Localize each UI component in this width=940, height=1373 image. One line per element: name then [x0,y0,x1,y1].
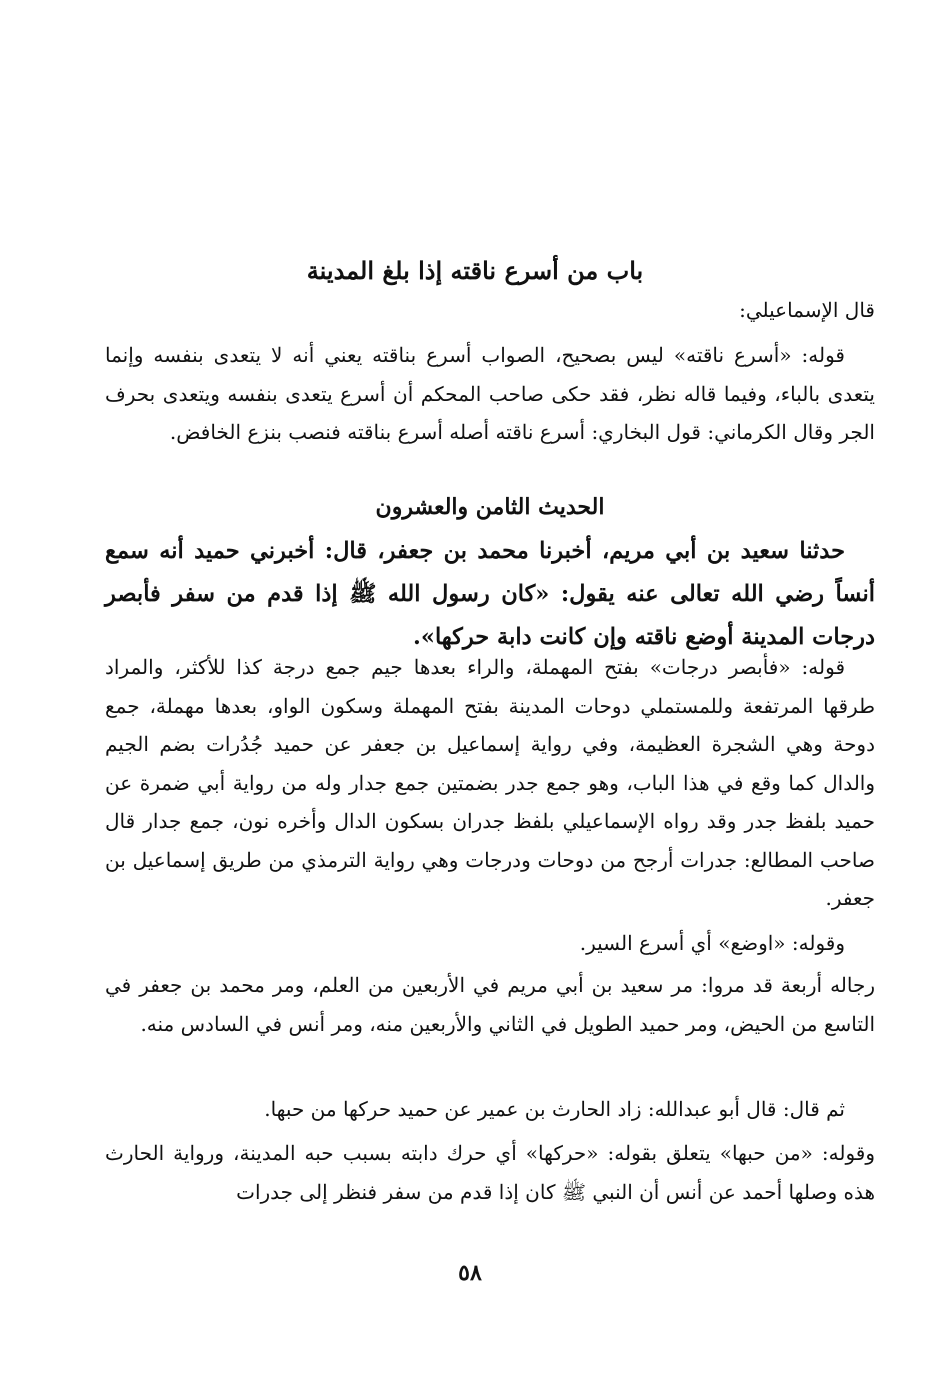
commentary-paragraph-3: وقوله: «اوضع» أي أسرع السير. [579,931,845,955]
section-heading: الحديث الثامن والعشرون [375,494,605,520]
hadith-text: حدثنا سعيد بن أبي مريم، أخبرنا محمد بن جعفر، قال: أخبرني حميد أنه سمع أنساً رضي الله تعالى عنه يقول: «كان رسول الله ﷺ إذا قدم من سفر فأبصر درجات المدينة أوضع ناقته وإن كانت دابة حركها». [105,538,875,650]
intro-line: قال الإسماعيلي: [739,298,875,322]
commentary-paragraph-6: وقوله: «من حبها» يتعلق بقوله: «حركها» أي حرك دابته بسبب حبه المدينة، ورواية الحارث هذه وصلها أحمد عن أنس أن النبي ﷺ كان إذا قدم من سفر فنظر إلى جدرات [105,1141,875,1204]
page-number: ٥٨ [458,1260,482,1286]
commentary-paragraph-5: ثم قال: قال أبو عبدالله: زاد الحارث بن عمير عن حميد حركها من حبها. [264,1097,845,1121]
commentary-paragraph-1: قوله: «أسرع ناقته» ليس بصحيح، الصواب أسرع بناقته يعني أنه لا يتعدى بنفسه وإنما يتعدى بالباء، وفيما قاله نظر، فقد حكى صاحب المحكم أن أسرع يتعدى بنفسه ويتعدى بحرف الجر وقال الكرماني: قول البخاري: أسرع ناقته أصله أسرع بناقته فنصب بنزع الخافض. [105,343,875,444]
chapter-title: باب من أسرع ناقته إذا بلغ المدينة [306,256,644,285]
narrators-paragraph: رجاله أربعة قد مروا: مر سعيد بن أبي مريم في الأربعين من العلم، ومر محمد بن جعفر في التاسع من الحيض، ومر حميد الطويل في الثاني والأربعين منه، ومر أنس في السادس منه. [105,973,875,1036]
commentary-paragraph-2: قوله: «فأبصر درجات» بفتح المهملة، والراء بعدها جيم جمع درجة كذا للأكثر، والمراد طرقها المرتفعة وللمستملي دوحات المدينة بفتح المهملة وسكون الواو، بعدها مهملة، جمع دوحة وهي الشجرة العظيمة، وفي رواية إسماعيل بن جعفر عن حميد جُدُرات بضم الجيم والدال كما وقع في هذا الباب، وهو جمع جدر بضمتين جمع جدار وله من رواية أبي ضمرة عن حميد بلفظ جدر وقد رواه الإسماعيلي بلفظ جدران بسكون الدال وأخره نون، جمع جدار قال صاحب المطالع: جدرات أرجح من دوحات ودرجات وهي رواية الترمذي من طريق إسماعيل بن جعفر. [105,655,875,910]
